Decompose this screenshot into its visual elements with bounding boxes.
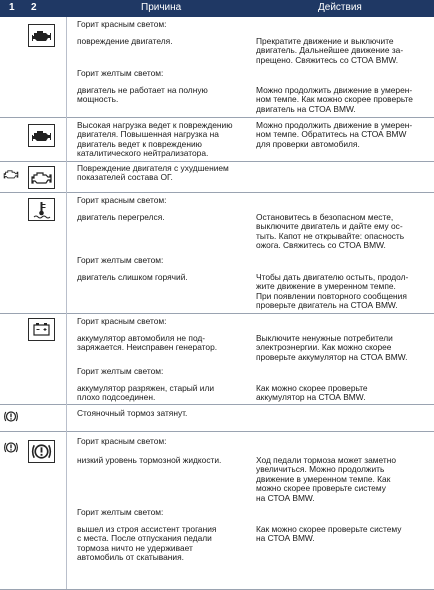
- cause-text: аккумулятор разряжен, старый или плохо подсоединен.: [77, 383, 215, 403]
- action-text: Выключите ненужные потребители электроэнергии. Как можно скорее проверьте аккумулятор на СТОА BMW.: [256, 333, 408, 362]
- cause-text: повреждение двигателя.: [77, 36, 173, 46]
- table-header: [0, 0, 434, 17]
- action-text: Можно продолжить движение в умерен- ном темпе. Как можно скорее проверьте двигатель на СТОА BMW.: [256, 85, 413, 114]
- engine-warning-icon: [28, 24, 55, 47]
- action-text: Ход педали тормоза может заметно увеличиться. Можно продолжить движение в умеренном темпе. Как можно скорее проверьте систему на СТОА BMW.: [256, 455, 397, 503]
- brake-warning-icon: [2, 409, 20, 424]
- cause-text: двигатель перегрелся.: [77, 212, 165, 222]
- status-label: Горит желтым светом:: [77, 68, 164, 78]
- header-cause: Причина: [141, 2, 182, 13]
- action-text: Чтобы дать двигателю остыть, продол- жите движение в умеренном темпе. При появлении повторного сообщения проверьте двигатель на СТОА BMW.: [256, 272, 409, 311]
- header-actions: Действия: [318, 2, 362, 13]
- action-text: Прекратите движение и выключите двигатель. Дальнейшее движение за- прещено. Свяжитесь со СТОА BMW.: [256, 36, 404, 65]
- cause-text: низкий уровень тормозной жидкости.: [77, 455, 222, 465]
- status-label: Горит красным светом:: [77, 436, 167, 446]
- status-label: Горит желтым светом:: [77, 255, 164, 265]
- brake-warning-icon: [2, 440, 20, 455]
- engine-warning-icon: [2, 166, 20, 182]
- header-col-2: 2: [31, 2, 37, 13]
- cause-text: Стояночный тормоз затянут.: [77, 408, 188, 418]
- status-label: Горит красным светом:: [77, 316, 167, 326]
- cause-text: Высокая нагрузка ведет к повреждению двигателя. Повышенная нагрузка на двигатель ведет к повреждению каталитического нейтрализатора.: [77, 120, 233, 159]
- action-text: Остановитесь в безопасном месте, выключите двигатель и дайте ему ос- тыть. Капот не открывайте: опасность ожога. Свяжитесь со СТОА BMW.: [256, 212, 405, 251]
- battery-icon: [28, 318, 55, 341]
- engine-warning-icon: [28, 166, 55, 189]
- status-label: Горит красным светом:: [77, 19, 167, 29]
- brake-warning-icon: [28, 440, 55, 463]
- cause-text: двигатель не работает на полную мощность.: [77, 85, 208, 105]
- header-col-1: 1: [9, 2, 15, 13]
- cause-text: аккумулятор автомобиля не под- заряжается. Неисправен генератор.: [77, 333, 218, 353]
- cause-text: двигатель слишком горячий.: [77, 272, 188, 282]
- engine-warning-icon: [28, 124, 55, 147]
- action-text: Как можно скорее проверьте систему на СТОА BMW.: [256, 524, 402, 544]
- action-text: Можно продолжить движение в умерен- ном темпе. Обратитесь на СТОА BMW для проверки автомобиля.: [256, 120, 413, 149]
- coolant-temperature-icon: [28, 198, 55, 221]
- status-label: Горит желтым светом:: [77, 366, 164, 376]
- status-label: Горит красным светом:: [77, 195, 167, 205]
- column-guide: [66, 17, 67, 589]
- cause-text: вышел из строя ассистент трогания с места. После отпускания педали тормоза ничто не удерживает автомобиль от скатывания.: [77, 524, 217, 563]
- cause-text: Повреждение двигателя с ухудшением показателей состава ОГ.: [77, 163, 229, 183]
- action-text: Как можно скорее проверьте аккумулятор на СТОА BMW.: [256, 383, 368, 403]
- status-label: Горит желтым светом:: [77, 507, 164, 517]
